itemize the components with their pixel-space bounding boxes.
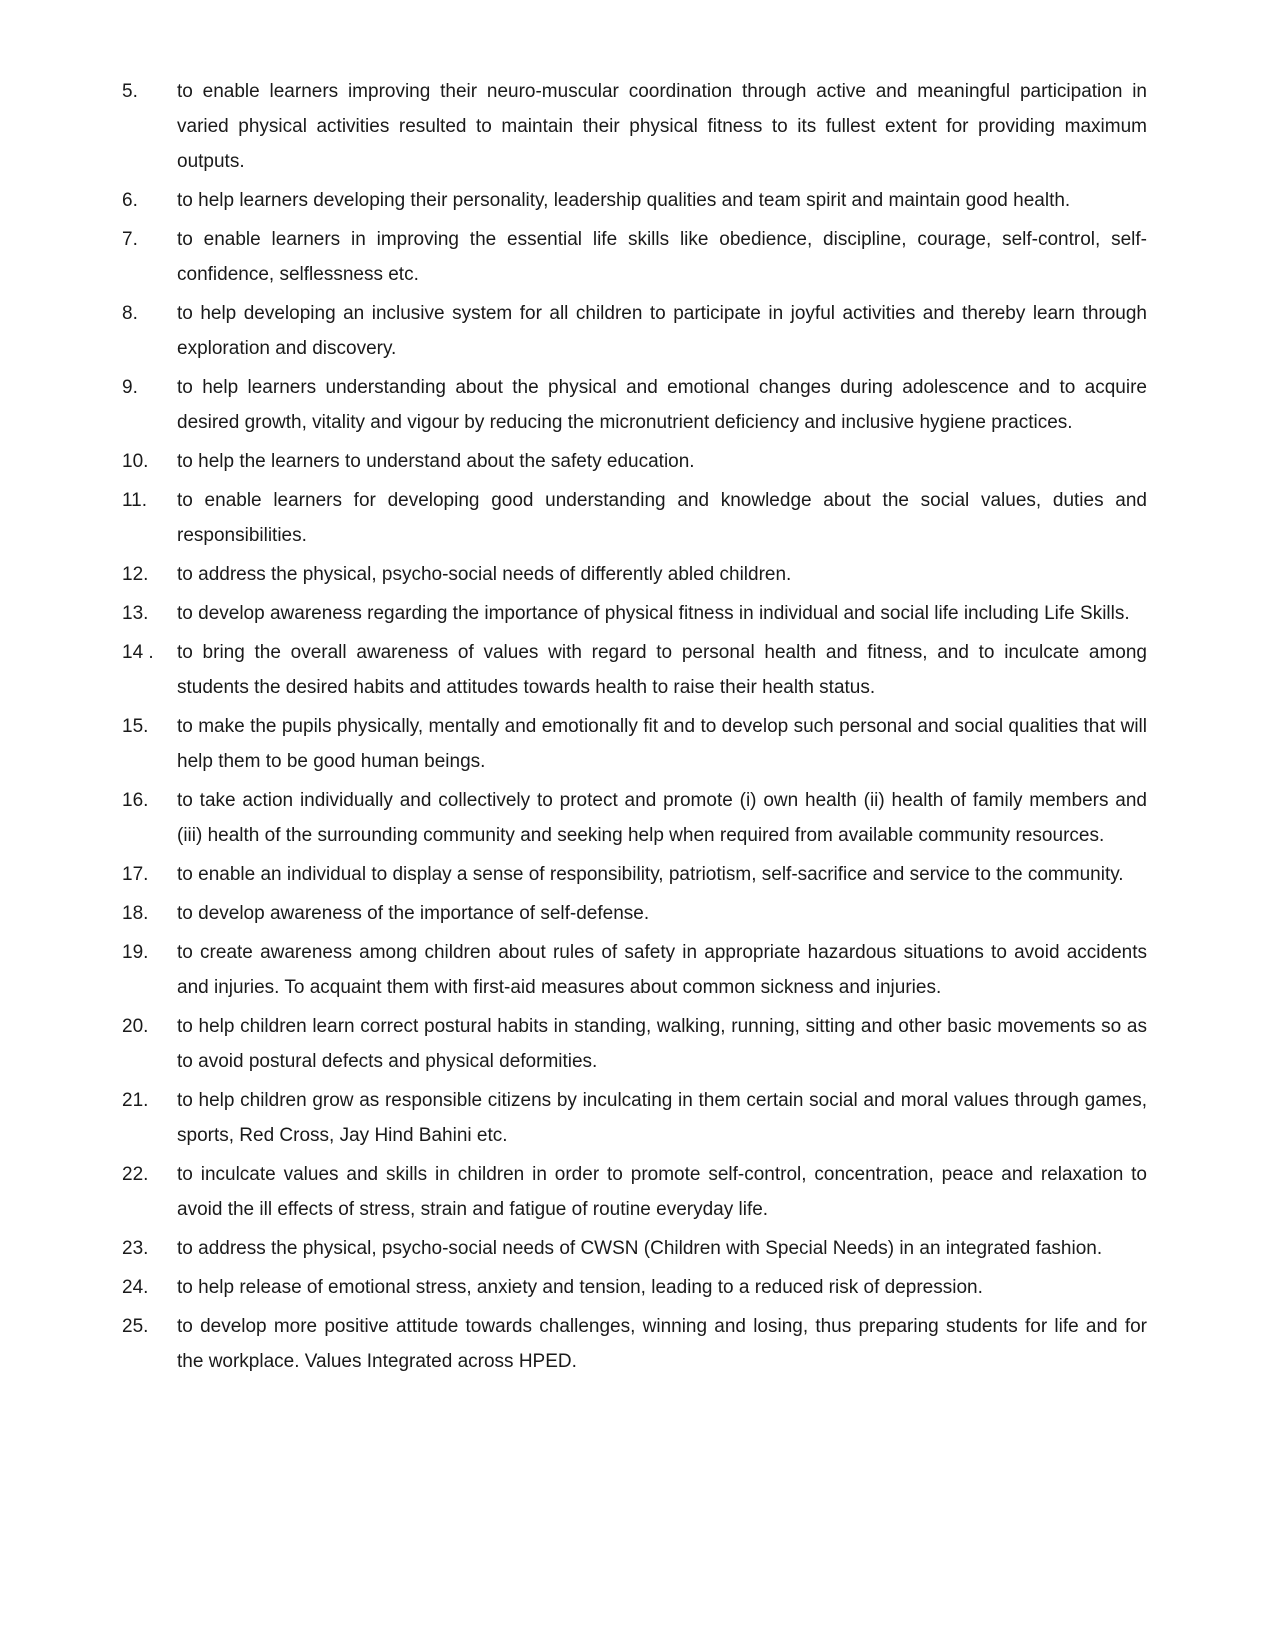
item-text: to help developing an inclusive system for all children to participate in joyful activities and thereby learn through exploration and discovery. <box>177 303 1147 359</box>
list-item <box>122 557 1147 592</box>
item-text: to create awareness among children about rules of safety in appropriate hazardous situations to avoid accidents and injuries. To acquaint them with first-aid measures about common sickness and injuries. <box>177 942 1147 998</box>
list-item <box>122 74 1147 179</box>
item-text: to enable learners for developing good understanding and knowledge about the social values, duties and responsibilities. <box>177 490 1147 546</box>
item-text: to enable learners in improving the essential life skills like obedience, discipline, courage, self-control, self-confidence, selflessness etc. <box>177 229 1147 285</box>
list-item <box>122 1083 1147 1153</box>
list-item <box>122 183 1147 218</box>
item-number: 5. <box>122 81 138 102</box>
list-item <box>122 222 1147 292</box>
item-number: 11. <box>122 490 148 511</box>
objectives-list <box>122 74 1147 1383</box>
item-text: to help children grow as responsible citizens by inculcating in them certain social and moral values through games, sports, Red Cross, Jay Hind Bahini etc. <box>177 1090 1147 1146</box>
list-item <box>122 370 1147 440</box>
list-item <box>122 896 1147 931</box>
item-text: to address the physical, psycho-social needs of differently abled children. <box>177 564 792 585</box>
list-item <box>122 635 1147 705</box>
item-text: to inculcate values and skills in children in order to promote self-control, concentration, peace and relaxation to avoid the ill effects of stress, strain and fatigue of routine everyday life. <box>177 1164 1147 1220</box>
item-number: 10. <box>122 451 149 472</box>
item-number: 15. <box>122 716 149 737</box>
item-number: 20. <box>122 1016 149 1037</box>
item-number: 21. <box>122 1090 149 1111</box>
item-text: to help learners understanding about the physical and emotional changes during adolescence and to acquire desired growth, vitality and vigour by reducing the micronutrient deficiency and inclusive hygiene practices. <box>177 377 1147 433</box>
list-item <box>122 483 1147 553</box>
item-text: to make the pupils physically, mentally and emotionally fit and to develop such personal and social qualities that will help them to be good human beings. <box>177 716 1147 772</box>
list-item <box>122 1009 1147 1079</box>
item-number: 17. <box>122 864 149 885</box>
item-text: to enable learners improving their neuro-muscular coordination through active and meaningful participation in varied physical activities resulted to maintain their physical fitness to its fullest extent for providing maximum outputs. <box>177 81 1147 172</box>
item-text: to develop awareness regarding the importance of physical fitness in individual and social life including Life Skills. <box>177 603 1130 624</box>
item-text: to take action individually and collectively to protect and promote (i) own health (ii) health of family members and (iii) health of the surrounding community and seeking help when required from available community resources. <box>177 790 1147 846</box>
item-number: 14 . <box>122 642 154 663</box>
item-text: to bring the overall awareness of values with regard to personal health and fitness, and to inculcate among students the desired habits and attitudes towards health to raise their health status. <box>177 642 1147 698</box>
list-item <box>122 1270 1147 1305</box>
item-text: to address the physical, psycho-social needs of CWSN (Children with Special Needs) in an integrated fashion. <box>177 1238 1103 1259</box>
list-item <box>122 857 1147 892</box>
list-item <box>122 1157 1147 1227</box>
item-number: 24. <box>122 1277 149 1298</box>
item-text: to help release of emotional stress, anxiety and tension, leading to a reduced risk of depression. <box>177 1277 983 1298</box>
list-item <box>122 709 1147 779</box>
list-item <box>122 1231 1147 1266</box>
item-number: 13. <box>122 603 149 624</box>
item-number: 25. <box>122 1316 149 1337</box>
list-item <box>122 296 1147 366</box>
item-number: 9. <box>122 377 138 398</box>
item-number: 19. <box>122 942 149 963</box>
list-item <box>122 596 1147 631</box>
item-text: to develop awareness of the importance of self-defense. <box>177 903 650 924</box>
item-number: 6. <box>122 190 138 211</box>
item-text: to help the learners to understand about the safety education. <box>177 451 695 472</box>
list-item <box>122 1309 1147 1379</box>
item-number: 12. <box>122 564 149 585</box>
item-text: to help learners developing their personality, leadership qualities and team spirit and maintain good health. <box>177 190 1071 211</box>
list-item <box>122 783 1147 853</box>
item-number: 16. <box>122 790 149 811</box>
list-item <box>122 444 1147 479</box>
item-number: 23. <box>122 1238 149 1259</box>
item-number: 22. <box>122 1164 149 1185</box>
item-text: to develop more positive attitude towards challenges, winning and losing, thus preparing students for life and for the workplace. Values Integrated across HPED. <box>177 1316 1147 1372</box>
item-number: 8. <box>122 303 138 324</box>
item-text: to enable an individual to display a sense of responsibility, patriotism, self-sacrifice and service to the community. <box>177 864 1124 885</box>
item-text: to help children learn correct postural habits in standing, walking, running, sitting and other basic movements so as to avoid postural defects and physical deformities. <box>177 1016 1147 1072</box>
item-number: 7. <box>122 229 138 250</box>
list-item <box>122 935 1147 1005</box>
item-number: 18. <box>122 903 149 924</box>
